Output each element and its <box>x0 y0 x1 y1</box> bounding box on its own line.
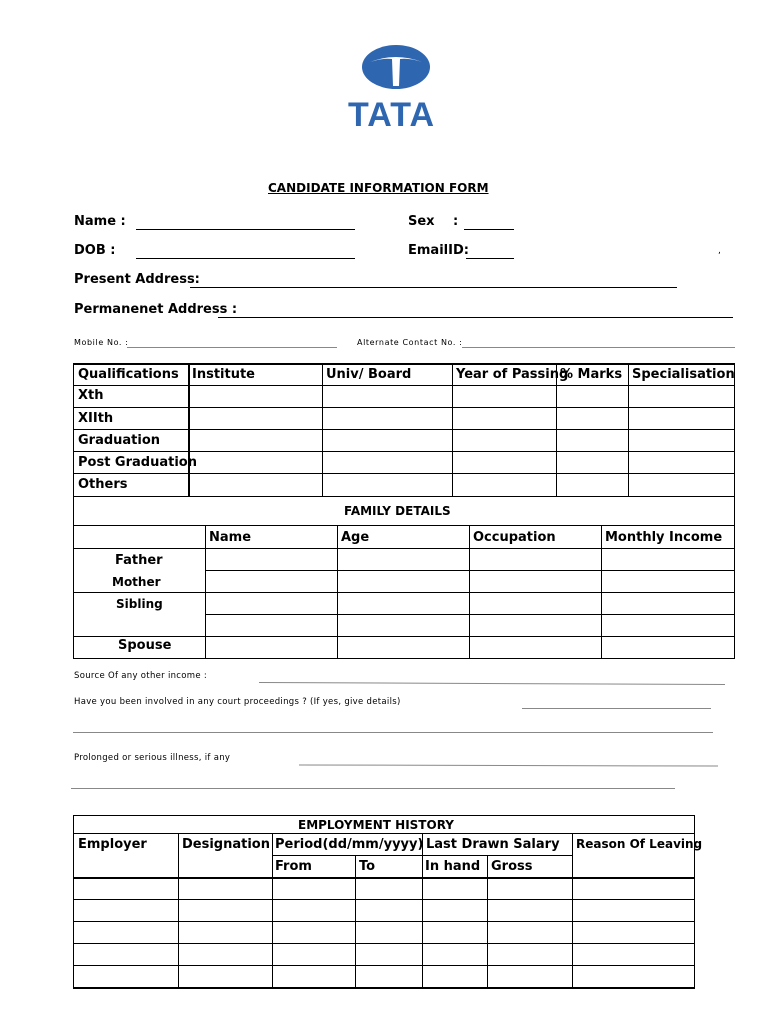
name-label: Name : <box>74 214 126 229</box>
stray-mark: , <box>718 246 721 256</box>
family-header-age: Age <box>341 530 370 545</box>
qual-header-qualifications: Qualifications <box>78 367 179 382</box>
sex-field[interactable] <box>464 229 514 230</box>
mobile-label: Mobile No. : <box>74 338 129 347</box>
qual-row-others: Others <box>78 477 128 492</box>
permanent-address-label: Permanenet Address : <box>74 302 238 317</box>
logo-wordmark: TATA <box>348 96 436 134</box>
email-label: EmailID: <box>408 243 469 258</box>
alternate-field[interactable] <box>462 347 735 348</box>
tata-logo-icon <box>360 44 432 90</box>
emp-header-gross: Gross <box>491 859 533 874</box>
mobile-field[interactable] <box>127 347 337 348</box>
dob-field[interactable] <box>136 258 355 259</box>
name-field[interactable] <box>136 229 355 230</box>
permanent-address-field[interactable] <box>218 317 733 318</box>
emp-header-employer: Employer <box>78 837 147 852</box>
family-row-sibling: Sibling <box>116 597 163 611</box>
qual-row-graduation: Graduation <box>78 433 161 448</box>
employment-title: EMPLOYMENT HISTORY <box>298 818 454 832</box>
family-header-income: Monthly Income <box>605 530 723 545</box>
family-row-father: Father <box>115 553 163 568</box>
court-question: Have you been involved in any court proceedings ? (If yes, give details) <box>74 697 401 707</box>
dob-label: DOB : <box>74 243 116 258</box>
emp-header-salary: Last Drawn Salary <box>426 837 560 852</box>
income-question: Source Of any other income : <box>74 671 208 681</box>
qual-row-xiith: XIIth <box>78 411 114 426</box>
sex-label: Sex <box>408 214 435 229</box>
family-row-spouse: Spouse <box>118 638 172 653</box>
qual-header-board: Univ/ Board <box>326 367 412 382</box>
qual-row-post-graduation: Post Graduation <box>78 455 197 470</box>
qual-header-specialisation: Specialisation <box>632 367 735 382</box>
emp-header-to: To <box>359 859 376 874</box>
family-header-name: Name <box>209 530 252 545</box>
emp-header-reason: Reason Of Leaving <box>576 837 703 851</box>
illness-question: Prolonged or serious illness, if any <box>74 753 231 763</box>
family-header-occupation: Occupation <box>473 530 556 545</box>
illness-answer-line-2[interactable] <box>71 788 675 789</box>
family-title: FAMILY DETAILS <box>344 504 451 518</box>
qual-header-marks: % Marks <box>560 367 623 382</box>
court-answer-line-2[interactable] <box>73 732 713 733</box>
form-title: CANDIDATE INFORMATION FORM <box>268 181 489 195</box>
alternate-label: Alternate Contact No. : <box>357 338 463 347</box>
present-address-label: Present Address: <box>74 272 200 287</box>
present-address-field[interactable] <box>190 287 677 288</box>
court-answer-line-1[interactable] <box>522 708 711 709</box>
qual-header-year: Year of Passing <box>456 367 569 382</box>
income-answer-line[interactable] <box>259 682 725 685</box>
emp-header-period: Period(dd/mm/yyyy) <box>275 837 424 852</box>
illness-answer-line-1[interactable] <box>299 764 718 766</box>
family-row-mother: Mother <box>112 575 161 589</box>
emp-header-from: From <box>275 859 312 874</box>
qual-row-xth: Xth <box>78 388 104 403</box>
emp-header-inhand: In hand <box>425 859 481 874</box>
email-field[interactable] <box>466 258 514 259</box>
qual-header-institute: Institute <box>192 367 256 382</box>
emp-header-designation: Designation <box>182 837 270 852</box>
sex-colon: : <box>453 214 459 229</box>
